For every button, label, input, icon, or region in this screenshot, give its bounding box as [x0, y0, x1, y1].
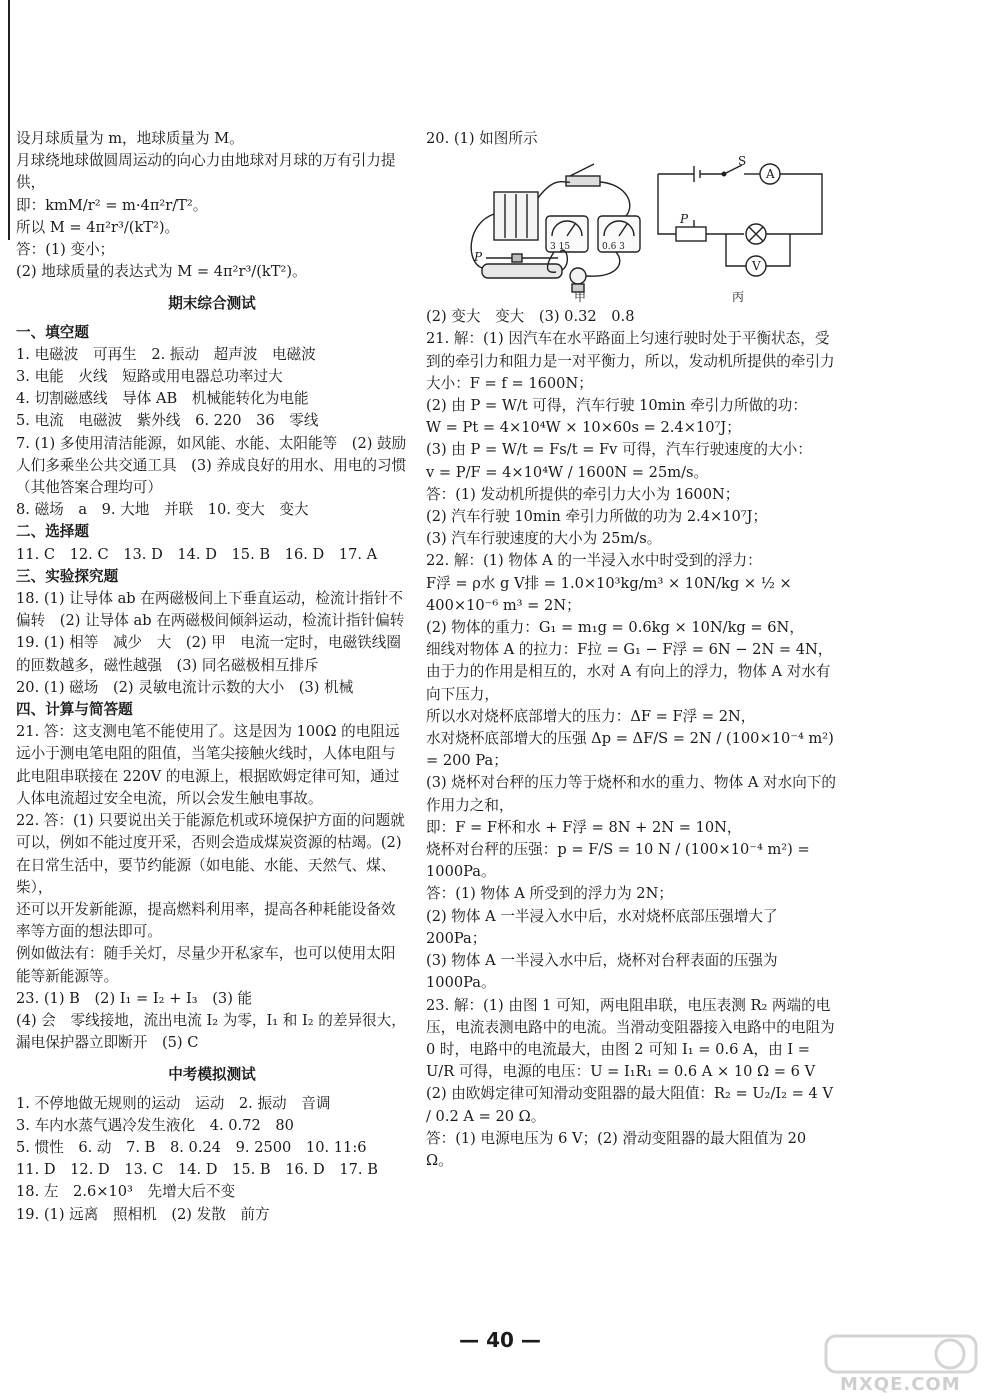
answer-line: 19. (1) 相等 减少 大 (2) 甲 电流一定时，电磁铁线圈的匝数越多，磁性越强 (3) 同名磁极相互排斥: [16, 634, 401, 674]
answer-line: 11. D 12. D 13. C 14. D 15. B 16. D 17. B: [16, 1161, 378, 1179]
answer-line: (2) 由 P = W/t 可得，汽车行驶 10min 牵引力所做的功：: [426, 397, 807, 415]
answer-line: 21. 解：(1) 因汽车在水平路面上匀速行驶时处于平衡状态，受到的牵引力和阻力是一对平衡力，所以，发动机所提供的牵引力大小：F = f = 1600N；: [426, 330, 835, 392]
q20-heading: 20. (1) 如图所示: [426, 130, 538, 147]
answer-line: 4. 切割磁感线 导体 AB 机械能转化为电能: [16, 390, 309, 408]
answer-line: (3) 汽车行驶速度的大小为 25m/s。: [426, 530, 662, 548]
answer-line: 3. 车内水蒸气遇冷发生液化 4. 0.72 80: [16, 1116, 294, 1134]
figure-label-p-left: P: [474, 250, 483, 265]
answer-line: (3) 由 P = W/t = Fs/t = Fv 可得，汽车行驶速度的大小：: [426, 441, 812, 459]
answer-line: 21. 答：这支测电笔不能使用了。这是因为 100Ω 的电阻远远小于测电笔电阻的阻值，当笔尖接触火线时，人体电阻与此电阻串联接在 220V 的电源上，根据欧姆定律可知，通过人体电流超过安全电流，所以会发生触电事故。: [16, 723, 400, 807]
answer-line: 水对烧杯底部增大的压强 Δp = ΔF/S = 2N / (100×10⁻⁴ m²) = 200 Pa；: [426, 730, 834, 770]
answer-line: 答：(1) 物体 A 所受到的浮力为 2N；: [426, 885, 673, 903]
intro-line: (2) 地球质量的表达式为 M = 4π²r³/(kT²)。: [16, 263, 307, 281]
answer-line: (2) 由欧姆定律可知滑动变阻器的最大阻值：R₂ = U₂/I₂ = 4 V / 0.2 A = 20 Ω。: [426, 1085, 833, 1125]
answer-line: 例如做法有：随手关灯，尽量少开私家车，也可以使用太阳能等新能源等。: [16, 945, 396, 985]
answer-line: 细线对物体 A 的拉力：F拉 = G₁ − F浮 = 6N − 2N = 4N，: [426, 641, 833, 659]
answer-line: 22. 答：(1) 只要说出关于能源危机或环境保护方面的问题就可以，例如不能过度开采，否则会造成煤炭资源的枯竭。(2) 在日常生活中，要节约能源（如电能、水能、天然气、煤、柴），: [16, 812, 405, 896]
ammeter-scale: 0.6 3: [602, 242, 625, 253]
answer-line: (4) 会 零线接地，流出电流 I₂ 为零，I₁ 和 I₂ 的差异很大，漏电保护器立即断开 (5) C: [16, 1011, 406, 1052]
section-heading-calc: 四、计算与简答题: [16, 701, 133, 719]
answer-line: (2) 汽车行驶 10min 牵引力所做的功为 2.4×10⁷J；: [426, 508, 768, 526]
watermark-icon: [820, 1332, 990, 1376]
answer-line: 8. 磁场 a 9. 大地 并联 10. 变大 变大: [16, 501, 309, 519]
figure-label-p-right: P: [680, 212, 689, 227]
lamp: [570, 268, 586, 284]
left-column: [16, 128, 408, 1226]
answer-line: W = Pt = 4×10⁴W × 10×60s = 2.4×10⁷J；: [426, 419, 741, 437]
figure-label-bing: 丙: [732, 290, 745, 305]
answer-line: 即：F = F杯和水 + F浮 = 8N + 2N = 10N，: [426, 818, 742, 836]
answer-line: 19. (1) 远离 照相机 (2) 发散 前方: [16, 1205, 270, 1223]
right-column: [426, 128, 836, 1172]
q20-answer: (2) 变大 变大 (3) 0.32 0.8: [426, 308, 635, 326]
answer-line: (3) 物体 A 一半浸入水中后，烧杯对台秤表面的压强为 1000Pa。: [426, 952, 778, 992]
answer-line: 还可以开发新能源，提高燃料利用率，提高各种耗能设备效率等方面的想法即可。: [16, 900, 396, 941]
answer-line: 7. (1) 多使用清洁能源，如风能、水能、太阳能等 (2) 鼓励人们多乘坐公共交通工具 (3) 养成良好的用水、用电的习惯（其他答案合理均可）: [16, 434, 407, 497]
intro-line: 答：(1) 变小；: [16, 241, 115, 259]
answer-line: 22. 解：(1) 物体 A 的一半浸入水中时受到的浮力：: [426, 552, 762, 570]
answer-line: F浮 = ρ水 g V排 = 1.0×10³kg/m³ × 10N/kg × ½ × 400×10⁻⁶ m³ = 2N；: [426, 574, 792, 614]
voltmeter-scale: 3 15: [550, 242, 571, 253]
switch-body: [566, 176, 600, 186]
intro-line: 月球绕地球做圆周运动的向心力由地球对月球的万有引力提供，: [16, 152, 396, 192]
section-heading-fill: 一、填空题: [16, 323, 89, 341]
figure-label-voltmeter: V: [752, 259, 761, 274]
circuit-figure: [426, 154, 836, 304]
figure-label-switch: S: [738, 154, 747, 169]
final-test-title: 期末综合测试: [168, 295, 256, 313]
physical-circuit-sketch: [471, 164, 640, 292]
answer-line: 20. (1) 磁场 (2) 灵敏电流计示数的大小 (3) 机械: [16, 678, 354, 696]
binding-margin-line: [8, 0, 10, 240]
answer-line: 由于力的作用是相互的，水对 A 有向上的浮力，物体 A 对水有向下压力，: [426, 663, 831, 703]
intro-line: 所以 M = 4π²r³/(kT²)。: [16, 218, 180, 236]
answer-line: 1. 不停地做无规则的运动 运动 2. 振动 音调: [16, 1094, 331, 1112]
figure-label-ammeter: A: [766, 167, 775, 182]
page-number: — 40 —: [459, 1328, 541, 1352]
watermark-url: MXQE.COM: [840, 1374, 961, 1395]
section-heading-experiment: 三、实验探究题: [16, 567, 119, 585]
answer-line: 3. 电能 火线 短路或用电器总功率过大: [16, 368, 283, 386]
answer-line: 11. C 12. C 13. D 14. D 15. B 16. D 17. A: [16, 545, 378, 563]
answer-line: (2) 物体的重力：G₁ = m₁g = 0.6kg × 10N/kg = 6N，: [426, 619, 804, 637]
answer-line: 23. 解：(1) 由图 1 可知，两电阻串联，电压表测 R₂ 两端的电压，电流表测电路中的电流。当滑动变阻器接入电路中的电阻为 0 时，电路中的电流最大，由图 2 可知 I₁ = 0.6 A，由 I = U/R 可得，电源的电压：U = I₁R₁ = 0.6 A × 10 Ω = 6 V: [426, 996, 835, 1081]
watermark-logo: [820, 1332, 990, 1394]
answer-line: 答：(1) 电源电压为 6 V；(2) 滑动变阻器的最大阻值为 20 Ω。: [426, 1129, 807, 1169]
answer-line: 18. (1) 让导体 ab 在两磁极间上下垂直运动，检流计指针不偏转 (2) 让导体 ab 在两磁极间倾斜运动，检流计指针偏转: [16, 590, 405, 630]
answer-line: 18. 左 2.6×10³ 先增大后不变: [16, 1183, 236, 1201]
figure-label-jia: 甲: [574, 290, 587, 305]
intro-line: 即：kmM/r² = m·4π²r/T²。: [16, 196, 208, 214]
answer-line: 5. 电流 电磁波 紫外线 6. 220 36 零线: [16, 412, 319, 430]
answer-line: v = P/F = 4×10⁴W / 1600N = 25m/s。: [426, 463, 709, 481]
answer-line: 23. (1) B (2) I₁ = I₂ + I₃ (3) 能: [16, 989, 253, 1007]
answer-line: (2) 物体 A 一半浸入水中后，水对烧杯底部压强增大了 200Pa；: [426, 907, 778, 947]
section-heading-choice: 二、选择题: [16, 523, 89, 541]
answer-line: 1. 电磁波 可再生 2. 振动 超声波 电磁波: [16, 345, 316, 363]
answer-line: (3) 烧杯对台秤的压力等于烧杯和水的重力、物体 A 对水向下的作用力之和，: [426, 774, 836, 814]
mock-test-title: 中考模拟测试: [168, 1066, 256, 1084]
answer-line: 答：(1) 发动机所提供的牵引力大小为 1600N；: [426, 485, 740, 503]
answer-line: 烧杯对台秤的压强：p = F/S = 10 N / (100×10⁻⁴ m²) = 1000Pa。: [426, 841, 810, 881]
rheostat-symbol: [676, 227, 706, 241]
intro-line: 设月球质量为 m，地球质量为 M。: [16, 130, 244, 147]
answer-line: 5. 惯性 6. 动 7. B 8. 0.24 9. 2500 10. 11:6: [16, 1138, 367, 1156]
answer-line: 所以水对烧杯底部增大的压力：ΔF = F浮 = 2N，: [426, 707, 756, 725]
